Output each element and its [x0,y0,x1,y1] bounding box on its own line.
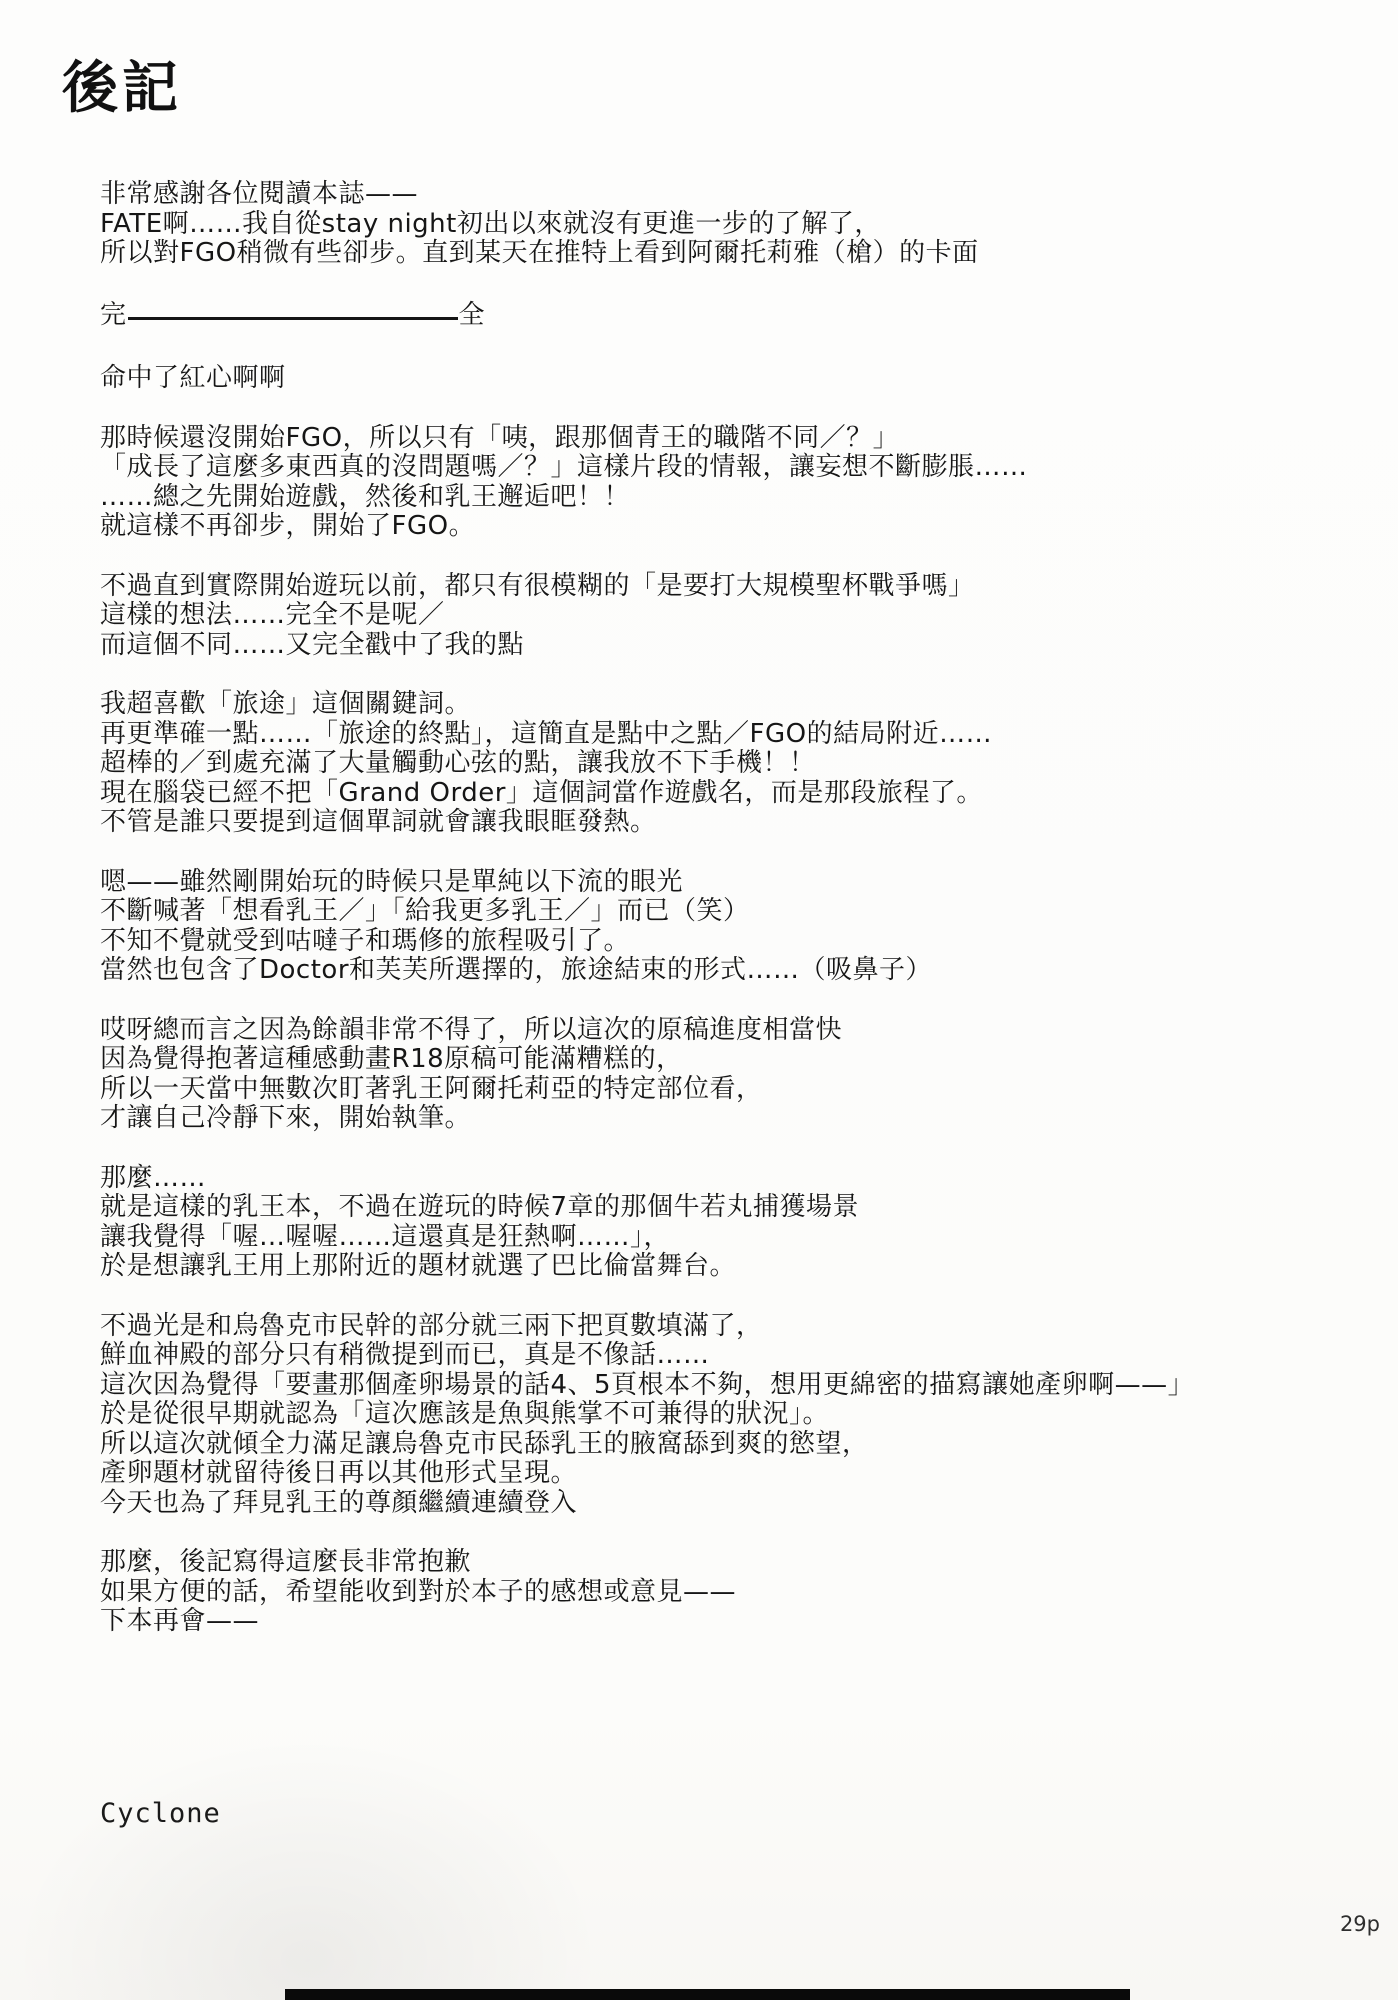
text-line: 超棒的／到處充滿了大量觸動心弦的點，讓我放不下手機！！ [100,748,816,778]
text-line: 而這個不同……又完全戳中了我的點 [100,629,525,660]
text-line: 不過直到實際開始遊玩以前，都只有很模糊的「是要打大規模聖杯戰爭嗎」 [100,570,975,601]
kan-zen-divider [100,301,1390,331]
text-line: 當然也包含了Doctor和芙芙所選擇的，旅途結束的形式……（吸鼻子） [100,955,933,985]
paragraph [100,180,1390,269]
text-line: 下本再會—— [100,1606,260,1636]
text-line: ……總之先開始遊戲，然後和乳王邂逅吧！！ [100,481,631,512]
text-line: 哎呀總而言之因為餘韻非常不得了，所以這次的原稿進度相當快 [100,1014,843,1045]
paragraph [100,1164,1390,1282]
text-line: FATE啊……我自從stay night初出以來就沒有更進一步的了解了， [100,208,881,239]
text-line: 所以一天當中無數次盯著乳王阿爾托莉亞的特定部位看， [100,1073,763,1104]
paragraph [100,1016,1390,1134]
text-line: 不管是誰只要提到這個單詞就會讓我眼眶發熱。 [100,807,657,837]
text-line: 再更準確一點……「旅途的終點」，這簡直是點中之點／FGO的結局附近…… [100,718,993,749]
text-line: 所以對FGO稍微有些卻步。直到某天在推特上看到阿爾托莉雅（槍）的卡面 [100,238,979,268]
text-line: 那時候還沒開始FGO，所以只有「咦，跟那個青王的職階不同／？」 [100,422,900,453]
text-line: 「成長了這麼多東西真的沒問題嗎／？」這樣片段的情報，讓妄想不斷膨脹…… [100,452,1028,482]
text-line: 鮮血神殿的部分只有稍微提到而已，真是不像話…… [100,1340,710,1370]
text-line: 那麼…… [100,1162,207,1193]
text-line: 我超喜歡「旅途」這個關鍵詞。 [100,689,472,719]
text-line: 不斷喊著「想看乳王／」「給我更多乳王／」而已（笑） [100,896,750,926]
paragraph [100,364,1390,394]
divider-rule [128,317,458,320]
text-line: 這次因為覺得「要畫那個產卵場景的話4、5頁根本不夠，想用更綿密的描寫讓她產卵啊——」 [100,1369,1195,1400]
divider-left-char: 完 [100,299,127,330]
text-line: 如果方便的話，希望能收到對於本子的感想或意見—— [100,1576,737,1607]
text-line: 讓我覺得「喔…喔喔……這還真是狂熱啊……」， [100,1221,671,1252]
paragraph [100,868,1390,986]
paragraph [100,424,1390,542]
page-title: 後記 [62,56,182,121]
divider-right-char: 全 [458,299,486,330]
text-line: 那麼，後記寫得這麼長非常抱歉 [100,1547,472,1577]
text-line: 這樣的想法……完全不是呢／ [100,600,445,630]
text-line: 所以這次就傾全力滿足讓烏魯克市民舔乳王的腋窩舔到爽的慾望， [100,1428,869,1459]
text-line: 才讓自己冷靜下來，開始執筆。 [100,1103,472,1133]
text-line: 非常感謝各位閱讀本誌—— [100,179,419,209]
author-signature: Cyclone [100,1798,221,1829]
text-line: 不知不覺就受到咕噠子和瑪修的旅程吸引了。 [100,925,631,956]
text-line: 於是想讓乳王用上那附近的題材就選了巴比倫當舞台。 [100,1251,737,1281]
text-line: 產卵題材就留待後日再以其他形式呈現。 [100,1458,578,1488]
text-line: 不過光是和烏魯克市民幹的部分就三兩下把頁數填滿了， [100,1310,763,1341]
text-line: 因為覺得抱著這種感動畫R18原稿可能滿糟糕的， [100,1044,683,1074]
text-line: 就是這樣的乳王本，不過在遊玩的時候7章的那個牛若丸捕獲場景 [100,1192,860,1222]
page-number: 29p [1339,1912,1380,1936]
paragraph [100,1312,1390,1519]
text-line: 今天也為了拜見乳王的尊顏繼續連續登入 [100,1487,578,1518]
paragraph [100,690,1390,838]
text-line: 嗯——雖然剛開始玩的時候只是單純以下流的眼光 [100,866,684,897]
text-line: 於是從很早期就認為「這次應該是魚與熊掌不可兼得的狀況」。 [100,1399,830,1429]
scan-artifact-bar [285,1989,1130,2000]
text-line: 現在腦袋已經不把「Grand Order」這個詞當作遊戲名，而是那段旅程了。 [100,777,983,808]
paragraph [100,1548,1390,1637]
text-line: 就這樣不再卻步，開始了FGO。 [100,511,476,541]
paragraph [100,572,1390,661]
text-line: 命中了紅心啊啊 [100,363,286,393]
afterword-body [100,180,1390,1667]
